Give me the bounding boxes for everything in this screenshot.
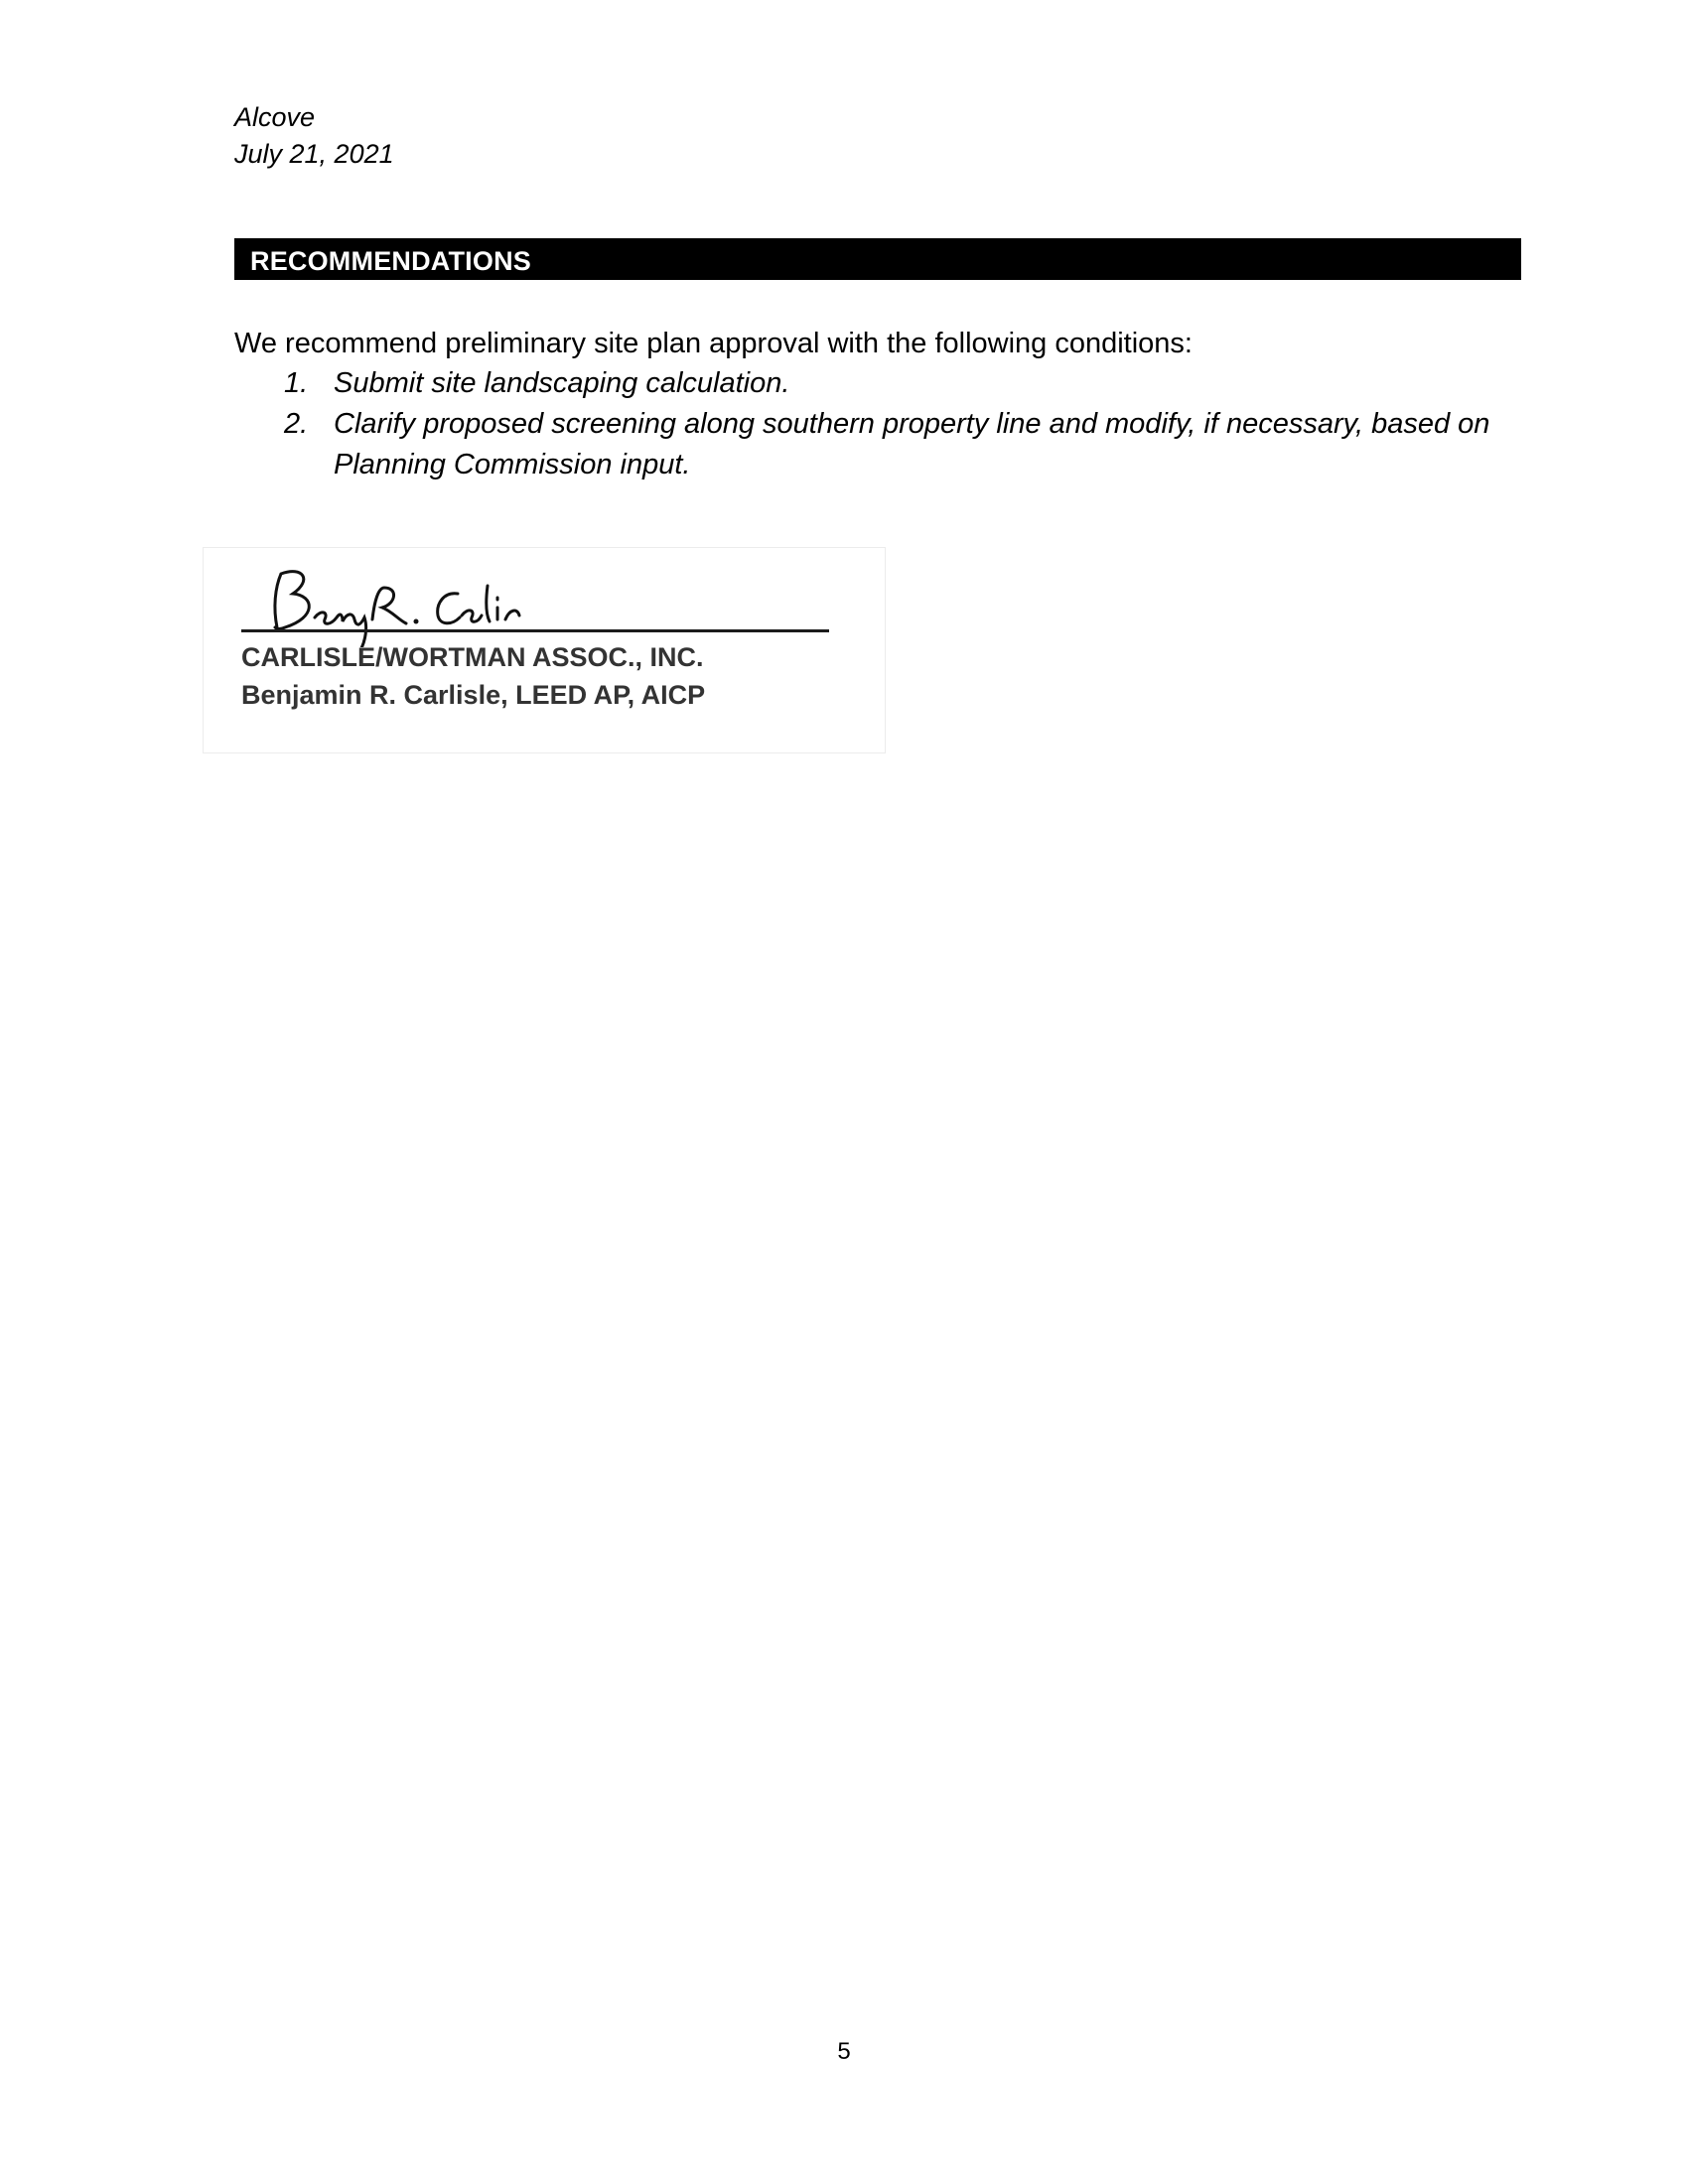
recommendation-intro: We recommend preliminary site plan approval with the following conditions: [234, 328, 1193, 359]
signature-name: Benjamin R. Carlisle, LEED AP, AICP [241, 680, 706, 710]
section-title: RECOMMENDATIONS [250, 246, 531, 276]
condition-number: 1. [284, 367, 309, 399]
signature-company: CARLISLE/WORTMAN ASSOC., INC. [241, 642, 704, 672]
condition-number: 2. [284, 408, 309, 440]
document-date: July 21, 2021 [234, 139, 394, 169]
signature-block [204, 548, 885, 752]
conditions-list [234, 363, 1525, 485]
condition-text: Clarify proposed screening along southern property line and modify, if necessary, based on Planning Commission input. [334, 408, 1490, 480]
document-header [234, 99, 394, 173]
handwritten-signature [233, 558, 789, 647]
recommendations-section-bar [234, 238, 1521, 280]
condition-item [234, 363, 1525, 404]
project-name: Alcove [234, 102, 316, 132]
condition-item [234, 404, 1525, 485]
page-number: 5 [837, 2038, 851, 2065]
condition-text: Submit site landscaping calculation. [334, 367, 790, 399]
signature-line [241, 629, 829, 632]
